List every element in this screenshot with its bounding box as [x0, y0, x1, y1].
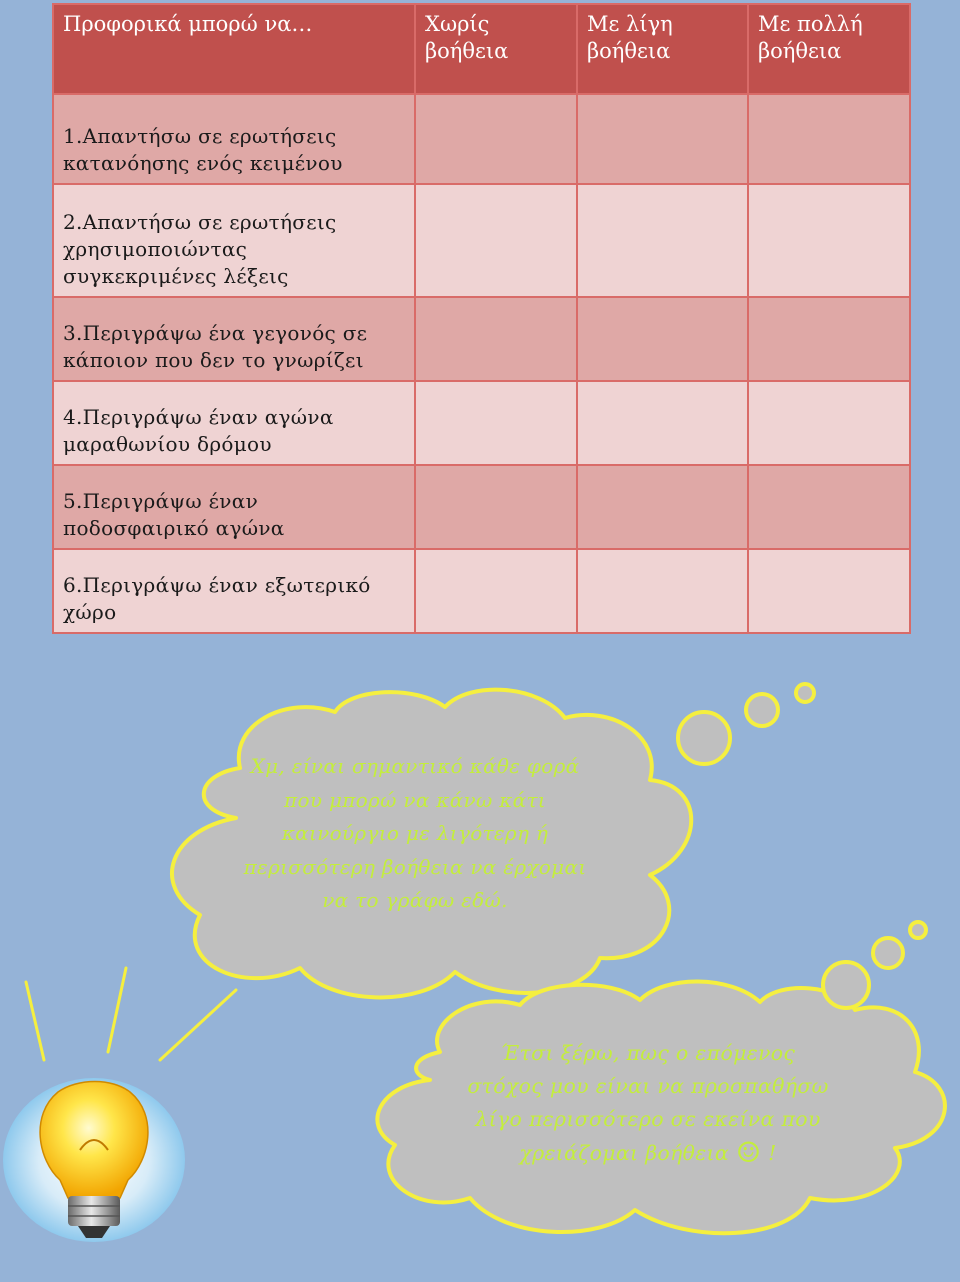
header-little-help: Με λίγη βοήθεια	[577, 4, 748, 94]
row-task: 6.Περιγράψω έναν εξωτερικό χώρο	[53, 549, 415, 633]
row-task: 3.Περιγράψω ένα γεγονός σε κάποιον που δεν το γνωρίζει	[53, 297, 415, 381]
smiley-icon: ☺	[735, 1136, 762, 1169]
row-task: 2.Απαντήσω σε ερωτήσεις χρησιμοποιώντας συγκεκριμένες λέξεις	[53, 184, 415, 297]
thought-text-second	[462, 1037, 834, 1170]
header-much-help: Με πολλή βοήθεια	[748, 4, 910, 94]
light-bulb-icon	[3, 1078, 185, 1242]
row-task: 1.Απαντήσω σε ερωτήσεις κατανόησης ενός κειμένου	[53, 94, 415, 184]
header-no-help: Χωρίς βοήθεια	[415, 4, 577, 94]
thought-text-second-body: Έτσι ξέρω, πως ο επόμενος στόχος μου είναι να προσπαθήσω λίγο περισσότερο σε εκείνα που χρειάζομαι βοήθεια	[467, 1041, 829, 1165]
header-skill: Προφορικά μπορώ να…	[53, 4, 415, 94]
light-rays	[26, 968, 236, 1060]
thought-text-first: Χμ, είναι σημαντικό κάθε φορά που μπορώ να κάνω κάτι καινούργιο με λιγότερη ή περισσότερη βοήθεια να έρχομαι να το γράφω εδώ.	[243, 754, 587, 912]
row-task: 5.Περιγράψω έναν ποδοσφαιρικό αγώνα	[53, 465, 415, 549]
thought-text-second-end: !	[768, 1141, 777, 1165]
row-task: 4.Περιγράψω έναν αγώνα μαραθωνίου δρόμου	[53, 381, 415, 465]
